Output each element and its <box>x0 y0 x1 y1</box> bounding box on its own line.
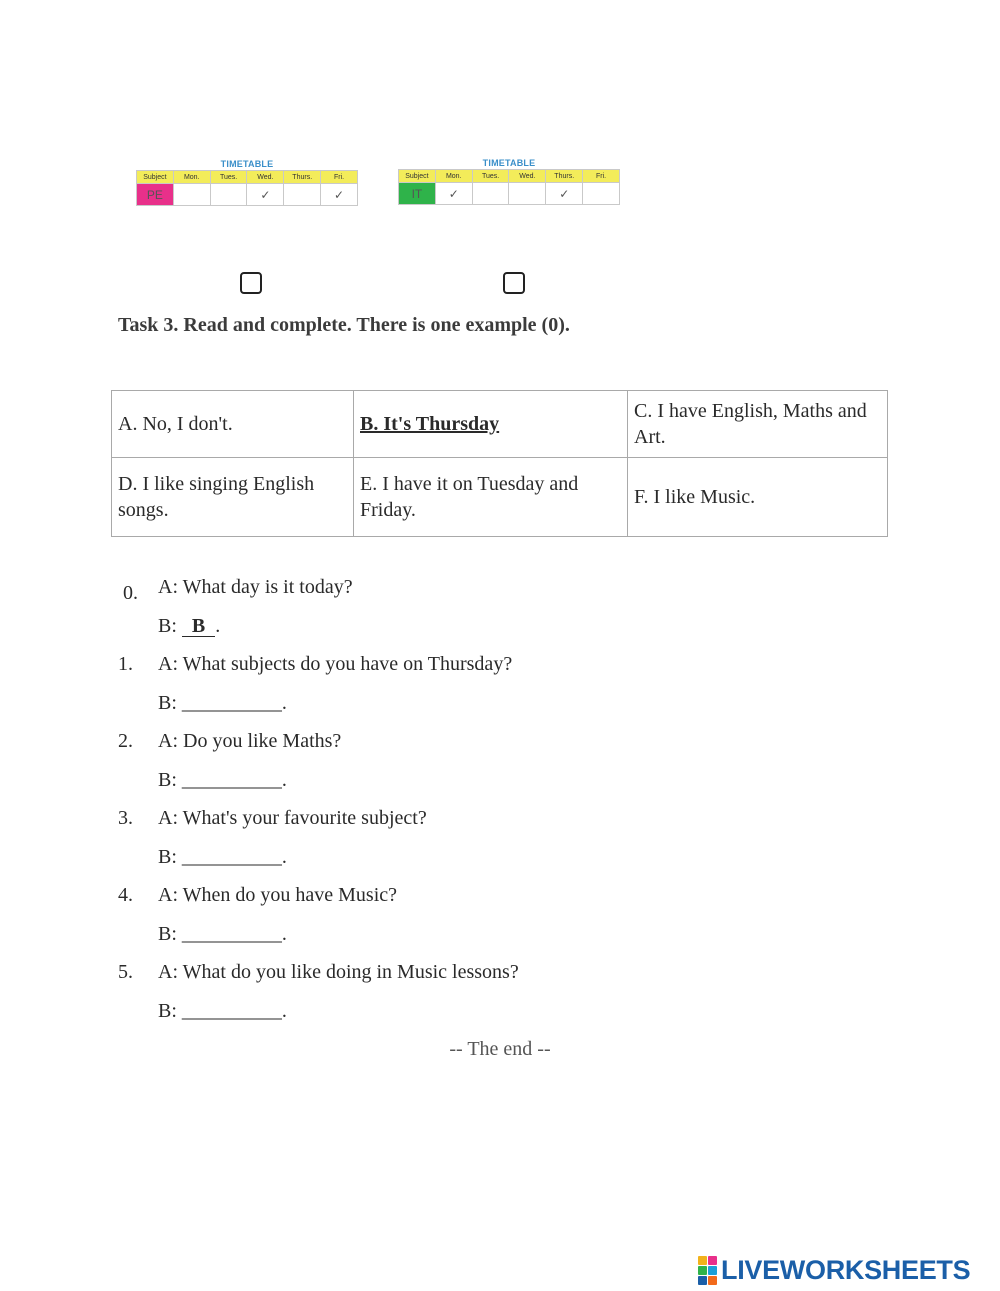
answer-blank[interactable]: B: __________. <box>158 846 287 868</box>
timetable-title: TIMETABLE <box>220 159 274 169</box>
example-answer: B <box>182 616 215 637</box>
question-number: 0. <box>123 582 138 604</box>
header-thurs: Thurs. <box>546 170 583 183</box>
options-table <box>111 390 888 537</box>
check-thurs <box>284 184 321 206</box>
header-subject: Subject <box>137 171 174 184</box>
check-fri <box>583 183 620 205</box>
question-number: 4. <box>118 884 133 906</box>
answer-blank[interactable]: B: __________. <box>158 923 287 945</box>
answer-blank[interactable]: B: __________. <box>158 692 287 714</box>
header-fri: Fri. <box>321 171 358 184</box>
timetable-grid <box>136 170 358 206</box>
answer-blank[interactable]: B: __________. <box>158 1000 287 1022</box>
answer-box-2[interactable] <box>503 272 525 294</box>
header-wed: Wed. <box>509 170 546 183</box>
header-wed: Wed. <box>247 171 284 184</box>
timetable-grid <box>398 169 620 205</box>
subject-cell: IT <box>399 183 436 205</box>
question-text: A: What's your favourite subject? <box>158 807 427 829</box>
option-e: E. I have it on Tuesday and Friday. <box>354 458 628 537</box>
answer-example <box>158 615 220 638</box>
option-a: A. No, I don't. <box>112 391 354 458</box>
header-tues: Tues. <box>210 171 247 184</box>
check-mon: ✓ <box>435 183 472 205</box>
question-number: 2. <box>118 730 133 752</box>
task-title: Task 3. Read and complete. There is one example (0). <box>118 314 570 336</box>
logo-grid-icon <box>698 1256 717 1285</box>
check-tues <box>472 183 509 205</box>
header-mon: Mon. <box>173 171 210 184</box>
option-d: D. I like singing English songs. <box>112 458 354 537</box>
header-thurs: Thurs. <box>284 171 321 184</box>
question-number: 5. <box>118 961 133 983</box>
question-number: 3. <box>118 807 133 829</box>
question-text: A: When do you have Music? <box>158 884 398 906</box>
header-fri: Fri. <box>583 170 620 183</box>
subject-cell: PE <box>137 184 174 206</box>
option-b: B. It's Thursday <box>354 391 628 458</box>
check-wed: ✓ <box>247 184 284 206</box>
liveworksheets-logo[interactable] <box>698 1256 970 1284</box>
answer-blank[interactable]: B: __________. <box>158 769 287 791</box>
check-fri: ✓ <box>321 184 358 206</box>
timetable-pe <box>136 158 358 206</box>
answer-suffix: . <box>215 615 221 637</box>
header-tues: Tues. <box>472 170 509 183</box>
answer-prefix: B: <box>158 615 182 637</box>
check-tues <box>210 184 247 206</box>
option-c: C. I have English, Maths and Art. <box>628 391 888 458</box>
the-end-text: -- The end -- <box>449 1038 551 1060</box>
check-thurs: ✓ <box>546 183 583 205</box>
header-mon: Mon. <box>435 170 472 183</box>
logo-text: LIVEWORKSHEETS <box>721 1255 971 1285</box>
option-f: F. I like Music. <box>628 458 888 537</box>
answer-box-1[interactable] <box>240 272 262 294</box>
question-text: A: What do you like doing in Music lessons? <box>158 961 519 983</box>
timetable-title: TIMETABLE <box>482 158 536 168</box>
timetable-it <box>398 157 620 205</box>
header-subject: Subject <box>399 170 436 183</box>
question-text: A: What subjects do you have on Thursday? <box>158 653 513 675</box>
question-text: A: Do you like Maths? <box>158 730 342 752</box>
check-wed <box>509 183 546 205</box>
check-mon <box>173 184 210 206</box>
question-text: A: What day is it today? <box>158 576 353 598</box>
question-number: 1. <box>118 653 133 675</box>
